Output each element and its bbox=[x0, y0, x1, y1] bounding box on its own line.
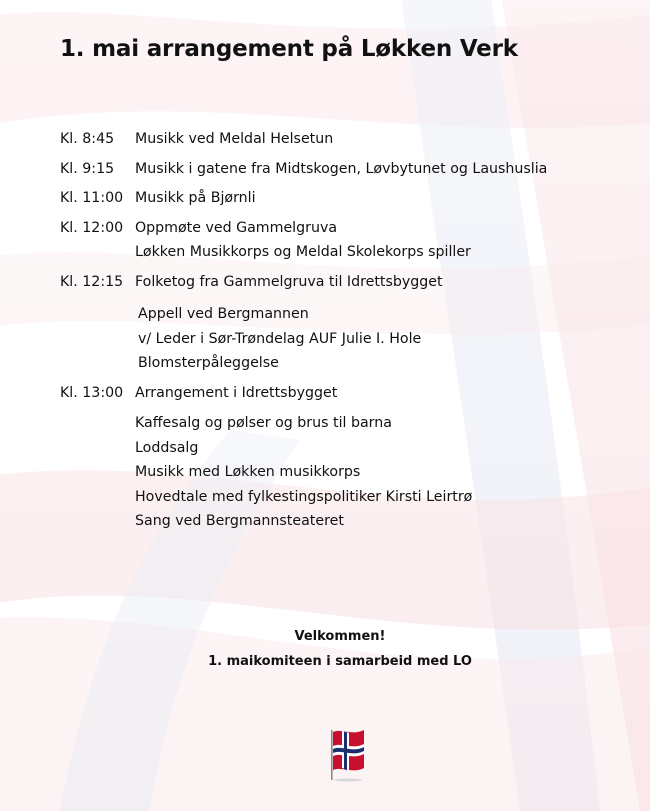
schedule-time: Kl. 12:00 bbox=[60, 219, 124, 236]
page-title: 1. mai arrangement på Løkken Verk bbox=[60, 36, 518, 62]
schedule-time: Kl. 8:45 bbox=[60, 131, 115, 147]
schedule-time: Kl. 12:15 bbox=[60, 273, 124, 290]
schedule-details bbox=[135, 411, 620, 534]
schedule-line: Kaffesalg og pølser og brus til barna bbox=[135, 415, 392, 431]
schedule-details bbox=[138, 302, 620, 376]
schedule-item bbox=[60, 381, 620, 406]
schedule-line: Musikk ved Meldal Helsetun bbox=[135, 131, 334, 147]
schedule-line: Appell ved Bergmannen bbox=[138, 306, 309, 322]
schedule-time: Kl. 11:00 bbox=[60, 190, 124, 206]
organizer-text: 1. maikomiteen i samarbeid med LO bbox=[208, 654, 472, 669]
schedule-item bbox=[60, 216, 620, 265]
schedule-line: Løkken Musikkorps og Meldal Skolekorps spiller bbox=[135, 244, 471, 260]
schedule-item bbox=[60, 186, 620, 211]
schedule-item bbox=[60, 157, 620, 182]
footer bbox=[0, 624, 650, 674]
schedule-line: Blomsterpåleggelse bbox=[138, 355, 279, 371]
norwegian-flag-icon bbox=[330, 728, 366, 782]
schedule-time: Kl. 13:00 bbox=[60, 384, 124, 401]
schedule-line: Oppmøte ved Gammelgruva bbox=[135, 219, 338, 236]
schedule-line: Musikk i gatene fra Midtskogen, Løvbytunet og Laushuslia bbox=[135, 160, 548, 177]
schedule-line: Arrangement i Idrettsbygget bbox=[135, 384, 338, 401]
schedule-time: Kl. 9:15 bbox=[60, 160, 115, 177]
schedule-item bbox=[60, 127, 620, 152]
schedule-line: Musikk med Løkken musikkorps bbox=[135, 464, 361, 480]
schedule-line: Hovedtale med fylkestingspolitiker Kirsti Leirtrø bbox=[135, 488, 473, 505]
schedule-line: Sang ved Bergmannsteateret bbox=[135, 513, 344, 529]
schedule-line: v/ Leder i Sør-Trøndelag AUF Julie I. Hole bbox=[138, 330, 422, 347]
schedule bbox=[60, 127, 620, 534]
welcome-text: Velkommen! bbox=[294, 629, 386, 644]
schedule-line: Folketog fra Gammelgruva til Idrettsbygget bbox=[135, 273, 443, 290]
schedule-item bbox=[60, 270, 620, 295]
schedule-line: Loddsalg bbox=[135, 439, 199, 456]
schedule-line: Musikk på Bjørnli bbox=[135, 190, 256, 206]
